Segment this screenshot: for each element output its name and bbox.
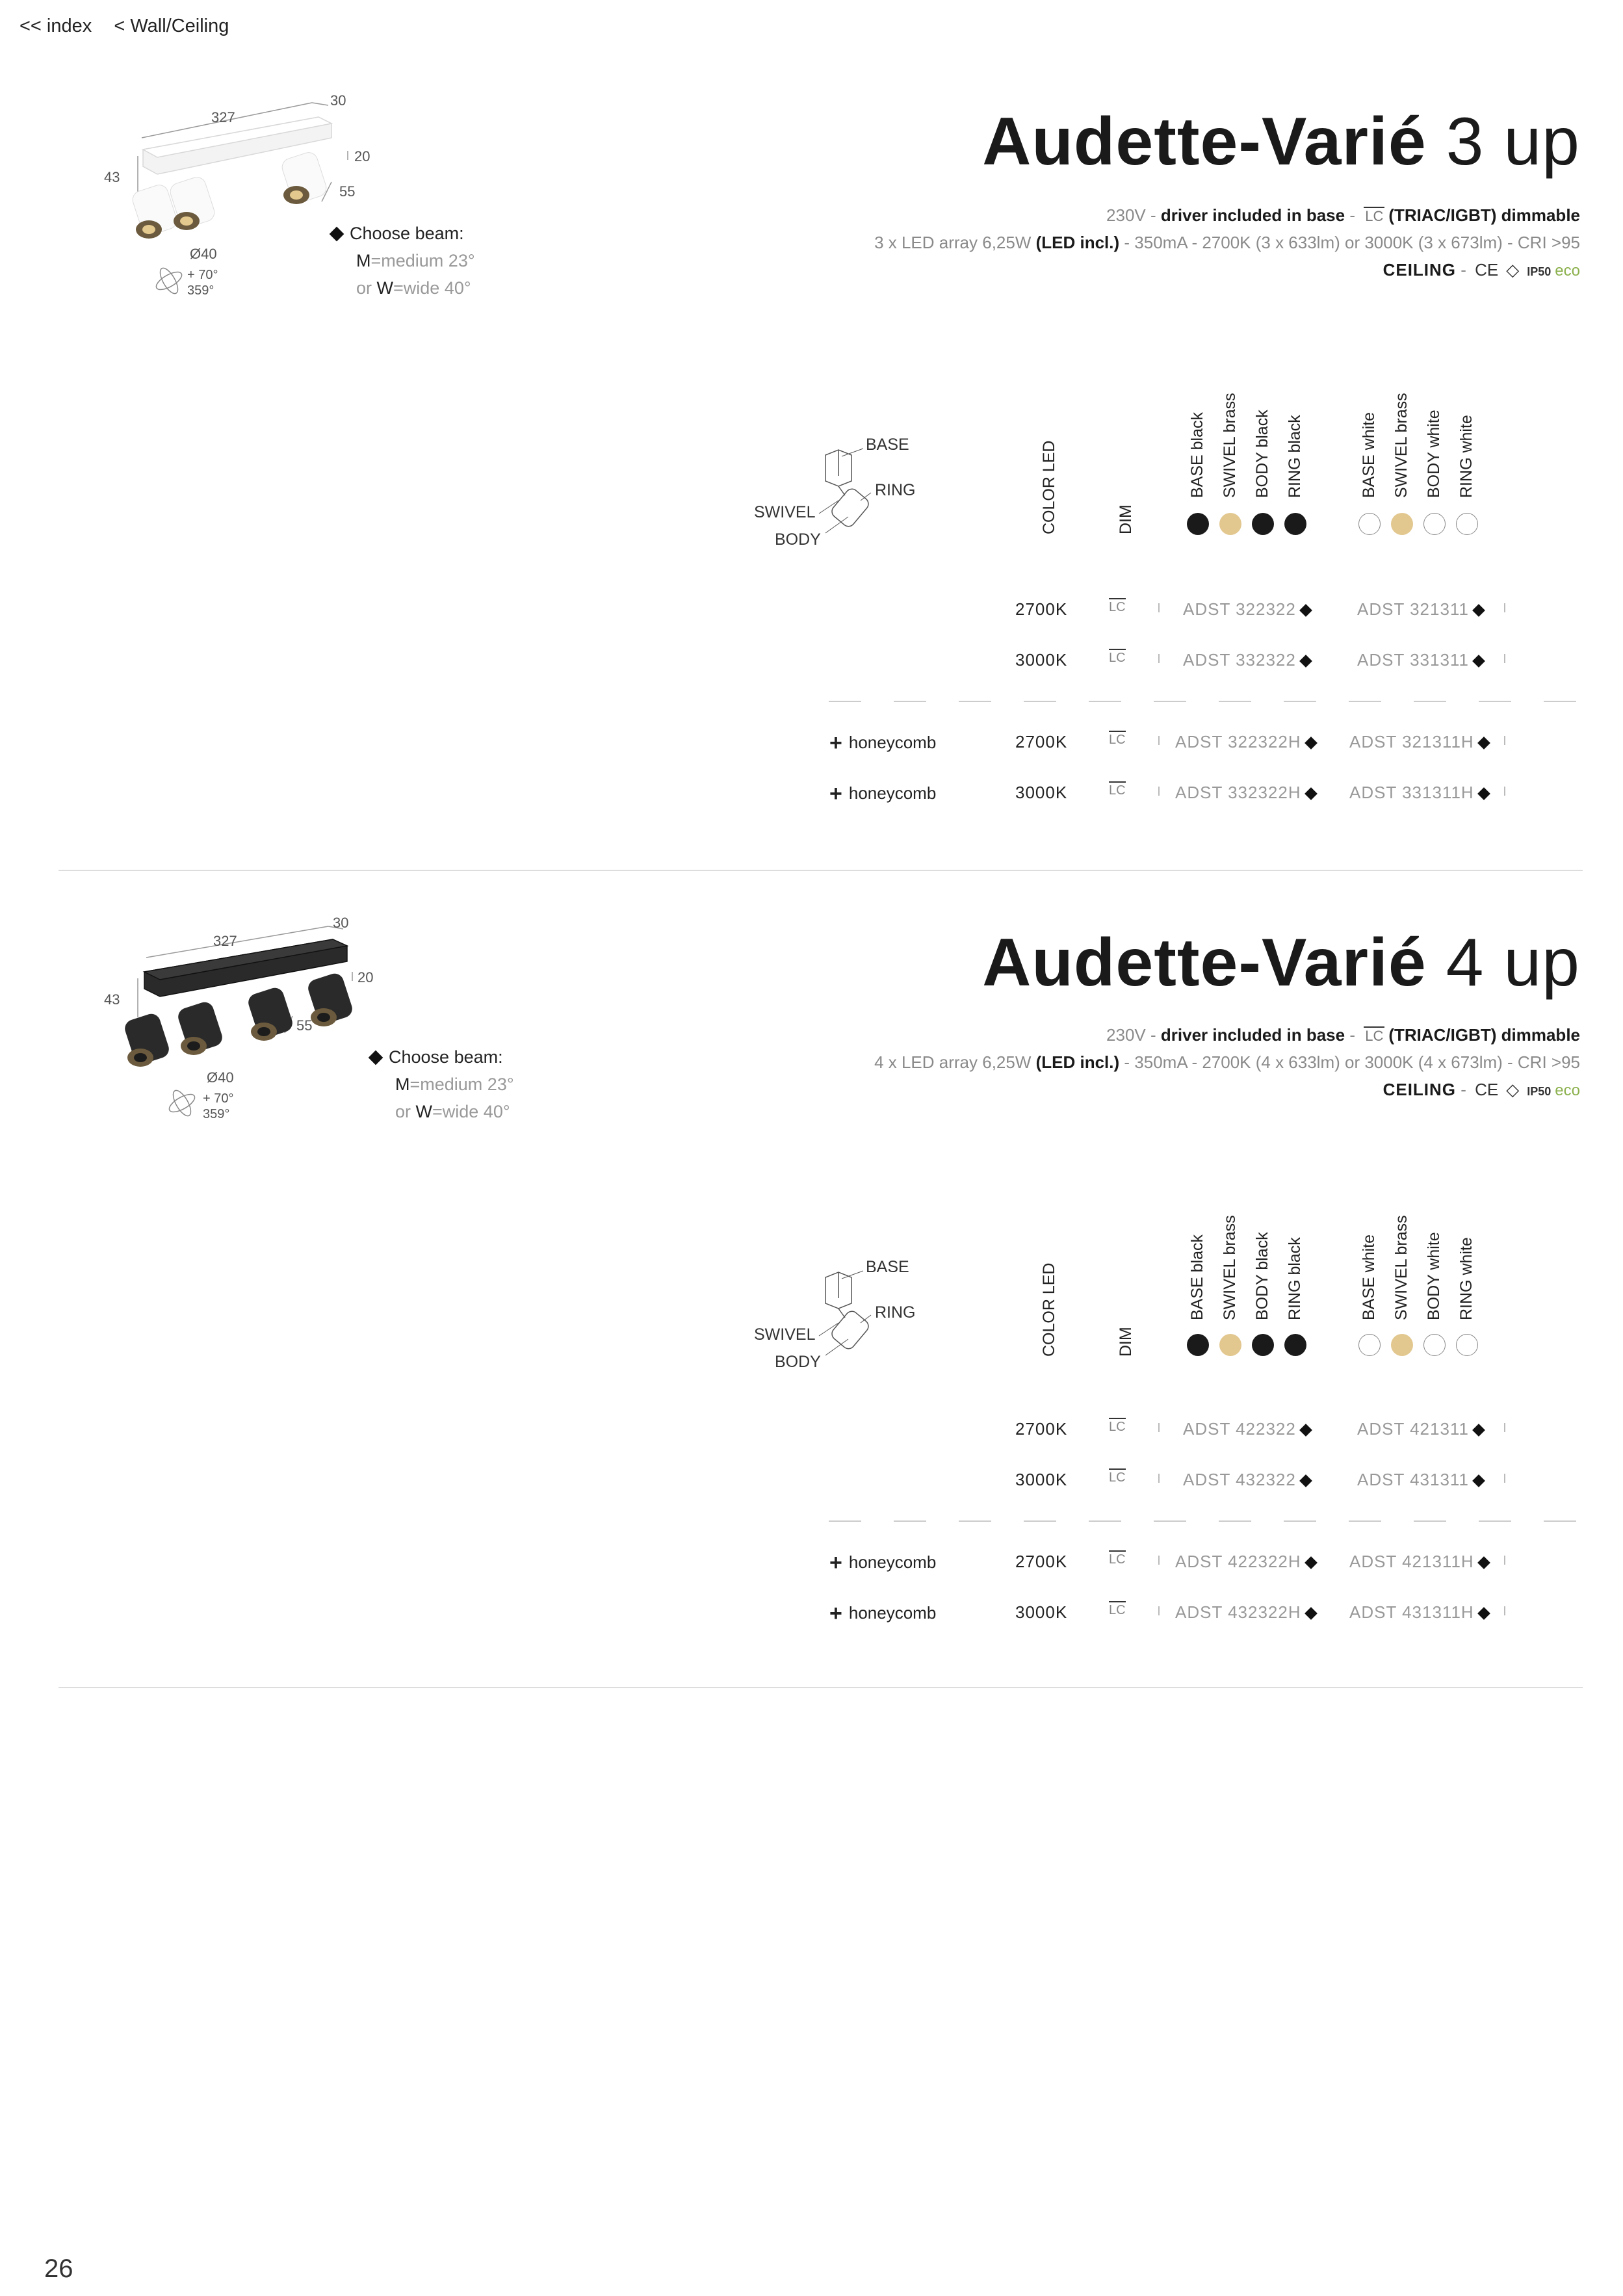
diamond-icon [330, 227, 344, 242]
swatch-body-black [1252, 1334, 1274, 1356]
honeycomb-label: + honeycomb [829, 781, 937, 806]
swatch-body-white [1423, 1334, 1446, 1356]
col-body-white: BODY white [1425, 410, 1443, 498]
swatch-base-white [1358, 513, 1381, 535]
product-drawing-4up [97, 913, 403, 1121]
diamond-icon [369, 1050, 383, 1065]
dashed-separator [829, 1520, 1583, 1522]
product-code[interactable]: ADST 421311H [1349, 1552, 1488, 1572]
product-code[interactable]: ADST 331311 [1357, 650, 1483, 670]
diamond-icon [1472, 1424, 1485, 1437]
swatch-base-black [1187, 1334, 1209, 1356]
dim-diameter: Ø40 [207, 1069, 234, 1086]
col-base-black: BASE black [1188, 411, 1206, 498]
col-swivel-brass: SWIVEL brass [1221, 1215, 1239, 1320]
swatch-body-black [1252, 513, 1274, 535]
beam-wide: or W=wide 40° [356, 278, 471, 298]
rotation-tilt: + 70° [203, 1091, 234, 1106]
legend-body: BODY [775, 530, 821, 549]
legend-swivel: SWIVEL [754, 503, 816, 521]
index-link[interactable]: << index [19, 16, 92, 36]
swatch-swivel-brass [1219, 513, 1241, 535]
col-ring-black: RING black [1286, 1237, 1304, 1320]
spec-line-1: 230V - driver included in base - LC (TRIAC/IGBT) dimmable [1106, 205, 1580, 225]
ce-mark-icon: CE [1475, 260, 1499, 280]
product-code[interactable]: ADST 322322 [1183, 599, 1310, 620]
diamond-icon [1477, 737, 1490, 750]
col-ring-white: RING white [1457, 415, 1475, 498]
product-drawing-3up [97, 91, 370, 298]
product-title: Audette-Varié 4 up [982, 925, 1580, 1000]
col-base-white: BASE white [1360, 1234, 1378, 1320]
dim-width: 30 [330, 92, 346, 109]
lc-dim-icon: LC [1109, 781, 1126, 798]
product-code[interactable]: ADST 431311 [1357, 1470, 1483, 1490]
lc-dim-icon: LC [1109, 1601, 1126, 1618]
col-ring-black: RING black [1286, 415, 1304, 498]
product-code[interactable]: ADST 332322H [1175, 783, 1316, 803]
col-dim: DIM [1117, 504, 1135, 534]
diamond-icon [1299, 1424, 1312, 1437]
dim-width: 30 [333, 915, 349, 931]
dim-length: 327 [213, 933, 237, 949]
dim-height: 43 [104, 991, 120, 1008]
diamond-icon [1305, 787, 1318, 800]
beam-medium: M=medium 23° [356, 251, 475, 270]
col-swivel-brass-2: SWIVEL brass [1392, 393, 1410, 498]
rotation-tilt: + 70° [187, 268, 218, 282]
class-ii-icon: ◇ [1506, 260, 1520, 280]
product-code[interactable]: ADST 332322 [1183, 650, 1310, 670]
lc-dim-icon: LC [1365, 208, 1384, 224]
beam-medium: M=medium 23° [395, 1075, 514, 1094]
spec-line-1: 230V - driver included in base - LC (TRIAC/IGBT) dimmable [1106, 1025, 1580, 1045]
section-divider [58, 1687, 1583, 1688]
col-swivel-brass: SWIVEL brass [1221, 393, 1239, 498]
swatch-ring-white [1456, 1334, 1478, 1356]
dim-base: 20 [354, 148, 370, 164]
col-color-led: COLOR LED [1040, 440, 1058, 534]
swatch-swivel-brass [1219, 1334, 1241, 1356]
diamond-icon [1299, 604, 1312, 617]
diamond-icon [1305, 1556, 1318, 1569]
dim-arm: 55 [339, 183, 356, 200]
col-base-white: BASE white [1360, 411, 1378, 498]
diamond-icon [1472, 604, 1485, 617]
honeycomb-label: + honeycomb [829, 731, 937, 755]
ip-rating: IP50 [1527, 1085, 1552, 1098]
diamond-icon [1472, 655, 1485, 668]
diamond-icon [1305, 1607, 1318, 1620]
swatch-ring-black [1284, 513, 1306, 535]
spec-line-2: 3 x LED array 6,25W (LED incl.) - 350mA - 2700K (3 x 633lm) or 3000K (3 x 673lm) - CRI >95 [874, 233, 1580, 252]
product-code[interactable]: ADST 321311 [1357, 599, 1483, 620]
spec-line-3: CEILING - CE ◇ IP50 eco [1383, 260, 1580, 280]
choose-beam-label: Choose beam: [331, 224, 464, 244]
legend-base: BASE [866, 436, 909, 454]
diamond-icon [1299, 655, 1312, 668]
ip-rating: IP50 [1527, 265, 1552, 278]
swatch-swivel-brass-2 [1391, 513, 1413, 535]
diamond-icon [1299, 1474, 1312, 1487]
lc-dim-icon: LC [1109, 1468, 1126, 1485]
col-body-white: BODY white [1425, 1232, 1443, 1320]
eco-icon: eco [1555, 1082, 1580, 1099]
col-dim: DIM [1117, 1327, 1135, 1357]
lc-dim-icon: LC [1109, 1550, 1126, 1567]
swatch-ring-white [1456, 513, 1478, 535]
component-legend [754, 1258, 923, 1371]
product-code[interactable]: ADST 422322H [1175, 1552, 1316, 1572]
dim-base: 20 [357, 969, 374, 985]
ce-mark-icon: CE [1475, 1080, 1499, 1099]
legend-body: BODY [775, 1353, 821, 1371]
diamond-icon [1477, 1556, 1490, 1569]
product-code[interactable]: ADST 321311H [1349, 732, 1488, 752]
component-legend [754, 436, 923, 549]
lc-dim-icon: LC [1365, 1028, 1384, 1044]
col-body-black: BODY black [1253, 1232, 1271, 1320]
diamond-icon [1472, 1474, 1485, 1487]
product-code[interactable]: ADST 331311H [1349, 783, 1488, 803]
diamond-icon [1477, 787, 1490, 800]
honeycomb-label: + honeycomb [829, 1601, 937, 1626]
spec-line-3: CEILING - CE ◇ IP50 eco [1383, 1080, 1580, 1099]
swatch-base-black [1187, 513, 1209, 535]
eco-icon: eco [1555, 262, 1580, 280]
choose-beam-label: Choose beam: [370, 1047, 503, 1067]
product-code[interactable]: ADST 432322H [1175, 1602, 1316, 1623]
col-swivel-brass-2: SWIVEL brass [1392, 1215, 1410, 1320]
dashed-separator [829, 701, 1583, 702]
honeycomb-label: + honeycomb [829, 1550, 937, 1575]
product-code[interactable]: ADST 431311H [1349, 1602, 1488, 1623]
col-base-black: BASE black [1188, 1234, 1206, 1320]
product-code[interactable]: ADST 432322 [1183, 1470, 1310, 1490]
swatch-ring-black [1284, 1334, 1306, 1356]
beam-wide: or W=wide 40° [395, 1102, 510, 1121]
swatch-base-white [1358, 1334, 1381, 1356]
col-color-led: COLOR LED [1040, 1262, 1058, 1357]
lc-dim-icon: LC [1109, 598, 1126, 615]
diamond-icon [1477, 1607, 1490, 1620]
class-ii-icon: ◇ [1506, 1080, 1520, 1099]
dim-height: 43 [104, 169, 120, 185]
product-code[interactable]: ADST 422322 [1183, 1419, 1310, 1439]
spec-line-2: 4 x LED array 6,25W (LED incl.) - 350mA - 2700K (4 x 633lm) or 3000K (4 x 673lm) - CRI >95 [874, 1052, 1580, 1072]
legend-ring: RING [875, 1303, 916, 1322]
product-code[interactable]: ADST 322322H [1175, 732, 1316, 752]
category-link[interactable]: < Wall/Ceiling [114, 16, 229, 36]
rotation-swivel: 359° [187, 283, 214, 298]
col-body-black: BODY black [1253, 410, 1271, 498]
swatch-swivel-brass-2 [1391, 1334, 1413, 1356]
lc-dim-icon: LC [1109, 649, 1126, 666]
dim-length: 327 [211, 109, 235, 125]
lc-dim-icon: LC [1109, 1418, 1126, 1435]
product-code[interactable]: ADST 421311 [1357, 1419, 1483, 1439]
lc-dim-icon: LC [1109, 731, 1126, 748]
legend-base: BASE [866, 1258, 909, 1276]
legend-swivel: SWIVEL [754, 1325, 816, 1344]
diamond-icon [1305, 737, 1318, 750]
top-nav [19, 16, 246, 37]
dim-arm: 55 [296, 1017, 313, 1034]
section-divider [58, 870, 1583, 871]
page-number: 26 [44, 2254, 73, 2283]
swatch-body-white [1423, 513, 1446, 535]
product-title: Audette-Varié 3 up [982, 104, 1580, 179]
rotation-swivel: 359° [203, 1107, 230, 1121]
col-ring-white: RING white [1457, 1237, 1475, 1320]
legend-ring: RING [875, 481, 916, 499]
fixture-black-illustration [97, 913, 403, 1121]
dim-diameter: Ø40 [190, 246, 217, 262]
